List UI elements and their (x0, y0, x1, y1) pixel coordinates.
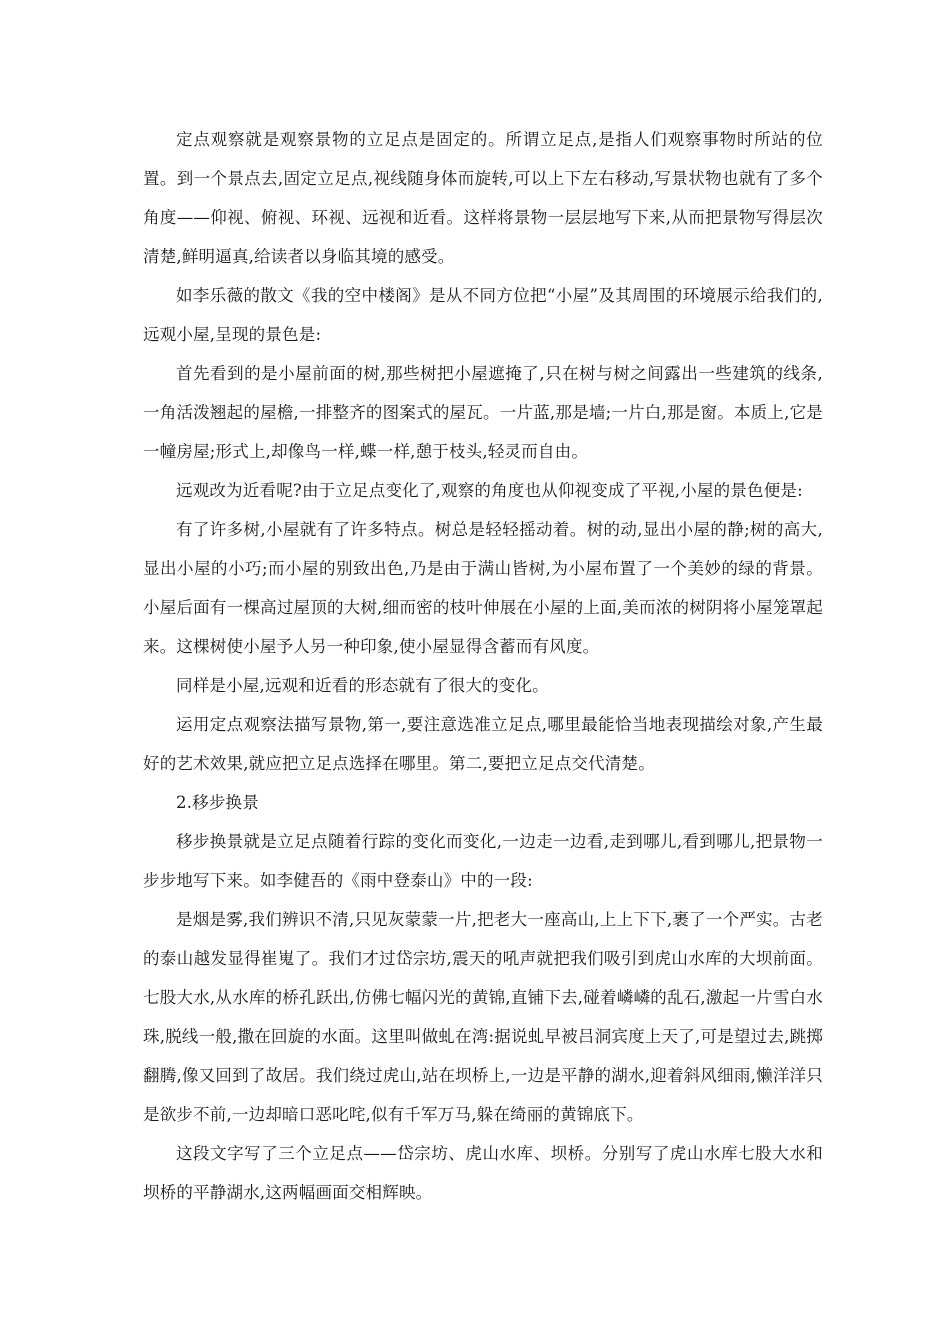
paragraph-distant-view-quote: 首先看到的是小屋前面的树,那些树把小屋遮掩了,只在树与树之间露出一些建筑的线条,一角活泼翘起的屋檐,一排整齐的图案式的屋瓦。一片蓝,那是墙;一片白,那是窗。本质上,它是一幢房屋;形式上,却像鸟一样,蝶一样,憩于枝头,轻灵而自由。 (143, 364, 823, 461)
section-heading-moving-view: 2.移步换景 (176, 793, 259, 812)
body-text (143, 120, 823, 1212)
paragraph-taishan-quote: 是烟是雾,我们辨识不清,只见灰蒙蒙一片,把老大一座高山,上上下下,裹了一个严实。古老的泰山越发显得崔嵬了。我们才过岱宗坊,震天的吼声就把我们吸引到虎山水库的大坝前面。七股大水,从水库的桥孔跃出,仿佛七幅闪光的黄锦,直铺下去,碰着嶙嶙的乱石,激起一片雪白水珠,脱线一般,撒在回旋的水面。这里叫做虬在湾:据说虬早被吕洞宾度上天了,可是望过去,跳掷翻腾,像又回到了故居。我们绕过虎山,站在坝桥上,一边是平静的湖水,迎着斜风细雨,懒洋洋只是欲步不前,一边却暗口恶叱咤,似有千军万马,躲在绮丽的黄锦底下。 (143, 910, 823, 1124)
paragraph-comparison: 同样是小屋,远观和近看的形态就有了很大的变化。 (176, 676, 549, 695)
paragraph-close-view-transition: 远观改为近看呢?由于立足点变化了,观察的角度也从仰视变成了平视,小屋的景色便是: (176, 481, 803, 500)
paragraph-method-advice: 运用定点观察法描写景物,第一,要注意选准立足点,哪里最能恰当地表现描绘对象,产生最好的艺术效果,就应把立足点选择在哪里。第二,要把立足点交代清楚。 (143, 715, 823, 773)
paragraph-summary: 这段文字写了三个立足点——岱宗坊、虎山水库、坝桥。分别写了虎山水库七股大水和坝桥的平静湖水,这两幅画面交相辉映。 (143, 1144, 823, 1202)
paragraph-close-view-quote: 有了许多树,小屋就有了许多特点。树总是轻轻摇动着。树的动,显出小屋的静;树的高大,显出小屋的小巧;而小屋的别致出色,乃是由于满山皆树,为小屋布置了一个美妙的绿的背景。小屋后面有一棵高过屋顶的大树,细而密的枝叶伸展在小屋的上面,美而浓的树阴将小屋笼罩起来。这棵树使小屋予人另一种印象,使小屋显得含蓄而有风度。 (143, 520, 823, 656)
paragraph-li-lewei-example: 如李乐薇的散文《我的空中楼阁》是从不同方位把“小屋”及其周围的环境展示给我们的,远观小屋,呈现的景色是: (143, 286, 823, 344)
paragraph-moving-view-intro: 移步换景就是立足点随着行踪的变化而变化,一边走一边看,走到哪儿,看到哪儿,把景物一步步地写下来。如李健吾的《雨中登泰山》中的一段: (143, 832, 823, 890)
paragraph-fixed-point-intro: 定点观察就是观察景物的立足点是固定的。所谓立足点,是指人们观察事物时所站的位置。到一个景点去,固定立足点,视线随身体而旋转,可以上下左右移动,写景状物也就有了多个角度——仰视、俯视、环视、远视和近看。这样将景物一层层地写下来,从而把景物写得层次清楚,鲜明逼真,给读者以身临其境的感受。 (143, 130, 823, 266)
